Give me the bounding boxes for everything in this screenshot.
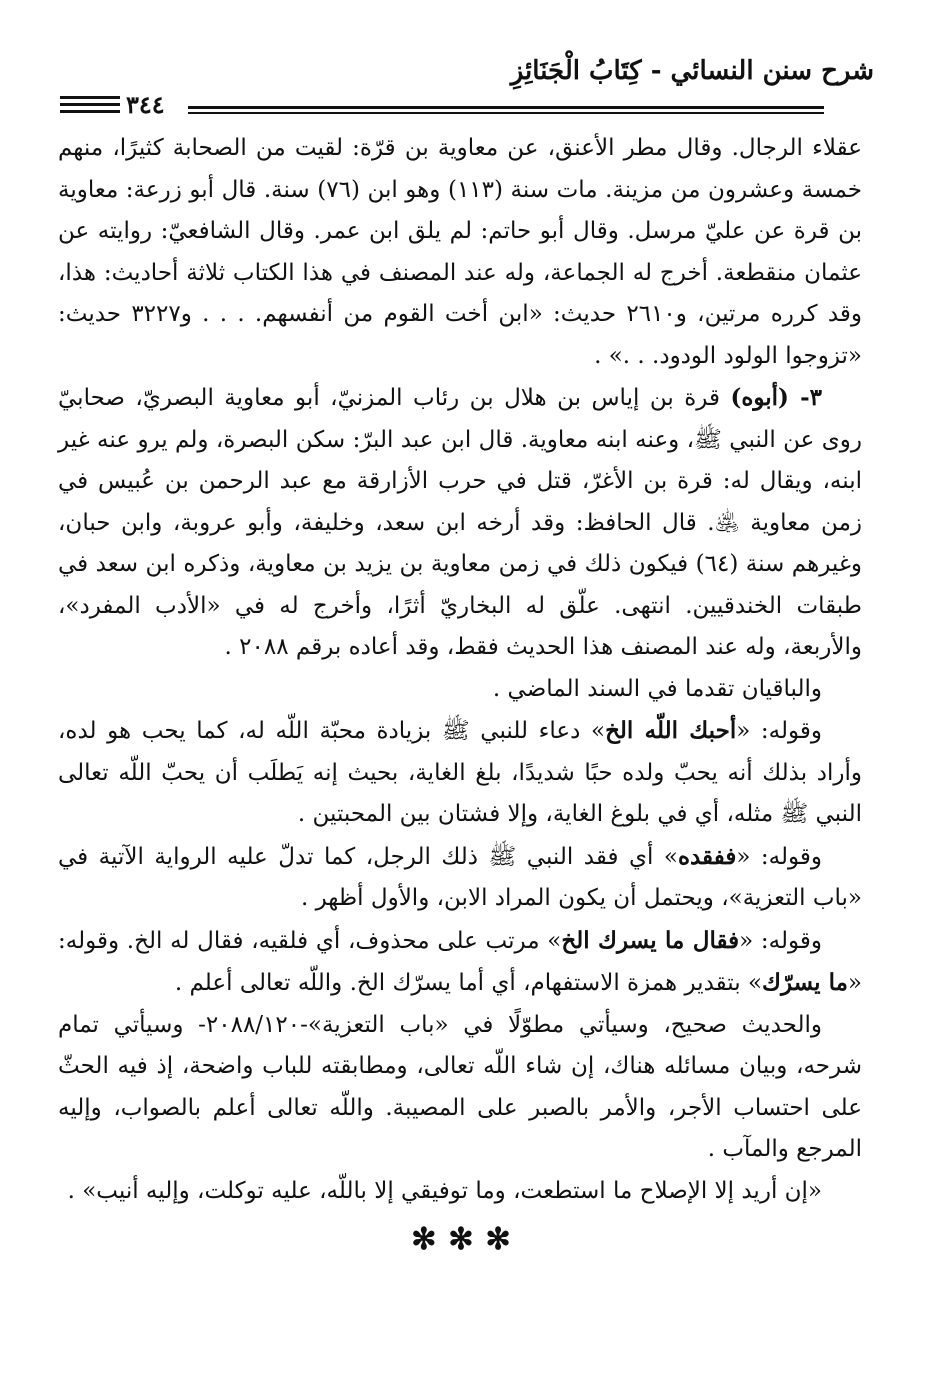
p6-pre: وقوله: « <box>739 927 822 954</box>
paragraph-2-text: قرة بن إياس بن هلال بن رئاب المزنيّ، أبو معاوية البصريّ، صحابيّ روى عن النبي ﷺ، وعنه ابنه معاوية. قال ابن عبد البرّ: سكن البصرة، ولم يرو عنه غير ابنه، ويقال له: قرة بن الأغرّ، قتل في حرب الأزارقة مع عبد الرحمن بن عُبيس في زمن معاوية ﵁. قال الحافظ: وقد أرخه ابن سعد، وخليفة، وأبو عروبة، وابن حبان، وغيرهم سنة (٦٤) فيكون ذلك في زمن معاوية بن يزيد بن معاوية، وذكره ابن سعد في طبقات الخندقيين. انتهى. علّق له البخاريّ أثرًا، وأخرج له في «الأدب المفرد»، والأربعة، وله عند المصنف هذا الحديث فقط، وقد أعاده برقم ٢٠٨٨ . <box>58 385 862 660</box>
p6-mid: » مرتب على محذوف، أي فلقيه، فقال له الخ. وقوله: « <box>58 927 862 996</box>
p5-bold: ففقده <box>677 842 737 870</box>
p6-text: » بتقدير همزة الاستفهام، أي أما يسرّك الخ. واللّه تعالى أعلم . <box>174 970 763 996</box>
header-rule-main <box>188 106 824 117</box>
page-header <box>60 56 874 119</box>
page-body <box>58 128 862 1212</box>
p4-text: » دعاء للنبي ﷺ بزيادة محبّة اللّه له، كما يحب هو لده، وأراد بذلك أنه يحبّ ولده حبًا شديدًا، بلغ الغاية، بحيث إنه يَطلَب أن يحبّ اللّه تعالى النبي ﷺ مثله، أي في بلوغ الغاية، وإلا فشتان بين المحبتين . <box>58 718 862 827</box>
paragraph-3: والباقيان تقدما في السند الماضي . <box>492 675 822 702</box>
paragraph-2 <box>58 377 862 669</box>
p4-bold: أحبك اللّه الخ <box>605 717 737 744</box>
paragraph-7: والحديث صحيح، وسيأتي مطوّلًا في «باب التعزية»-٢٠٨٨/١٢٠- وسيأتي تمام شرحه، وبيان مسائله هناك، إن شاء اللّه تعالى، ومطابقته للباب واضحة، إذ فيه الحثّ على احتساب الأجر، والأمر بالصبر على المصيبة. واللّه تعالى أعلم بالصواب، وإليه المرجع والمآب . <box>58 1011 862 1162</box>
p6-bold: فقال ما يسرك الخ <box>561 926 740 954</box>
header-rule-left <box>60 96 120 117</box>
narrator-number: ٣- (أبوه) <box>730 384 823 411</box>
paragraph-4 <box>58 710 862 836</box>
running-title: شرح سنن النسائي - كِتَابُ الْجَنَائِزِ <box>510 56 874 86</box>
page-number: ٣٤٤ <box>126 90 165 119</box>
paragraph-6 <box>58 920 862 1005</box>
section-end-asterisks: ✻✻✻ <box>411 1222 523 1257</box>
p5-text: » أي فقد النبي ﷺ ذلك الرجل، كما تدلّ عليه الرواية الآتية في «باب التعزية»، ويحتمل أن يكون المراد الابن، والأول أظهر . <box>58 843 862 911</box>
paragraph-5 <box>58 836 862 920</box>
p5-pre: وقوله: « <box>736 843 822 870</box>
p6-bold2: ما يسرّك <box>762 969 848 996</box>
paragraph-8: «إن أريد إلا الإصلاح ما استطعت، وما توفيقي إلا باللّه، عليه توكلت، وإليه أنيب» . <box>67 1177 822 1204</box>
p4-pre: وقوله: « <box>736 718 822 744</box>
paragraph-1: عقلاء الرجال. وقال مطر الأعنق، عن معاوية بن قرّة: لقيت من الصحابة كثيرًا، منهم خمسة وعشرون من مزينة. مات سنة (١١٣) وهو ابن (٧٦) سنة. قال أبو زرعة: معاوية بن قرة عن عليّ مرسل. وقال أبو حاتم: لم يلق ابن عمر. وقال الشافعيّ: روايته عن عثمان منقطعة. أخرج له الجماعة، وله عند المصنف في هذا الكتاب ثلاثة أحاديث: هذا، وقد كرره مرتين، و٢٦١٠ حديث: «ابن أخت القوم من أنفسهم. . . . و٣٢٢٧ حديث: «تزوجوا الولود الودود. . .» . <box>58 135 862 369</box>
